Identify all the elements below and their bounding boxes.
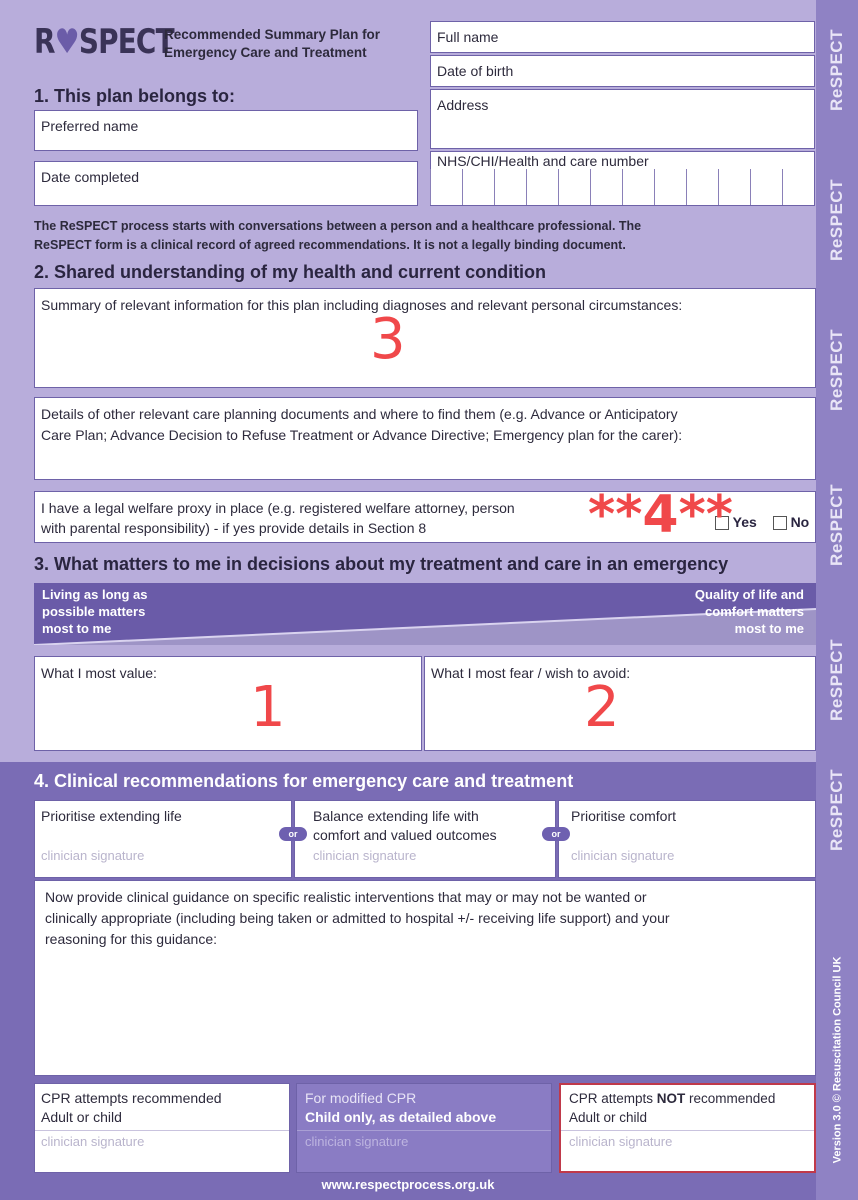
most-fear-field[interactable]: What I most fear / wish to avoid: bbox=[424, 656, 816, 751]
signature-placeholder: clinician signature bbox=[41, 1134, 145, 1149]
signature-placeholder: clinician signature bbox=[41, 848, 145, 863]
proxy-yes-label: Yes bbox=[732, 514, 757, 530]
care-documents-field[interactable]: Details of other relevant care planning documents and where to find them (e.g. Advance or Anticipatory Care Plan; Advance Decision to Refuse Treatment or Advance Directive; Emergency plan for the carer): bbox=[34, 397, 816, 480]
welfare-proxy-field: I have a legal welfare proxy in place (e.g. registered welfare attorney, person with parental responsibility) - if yes provide details in Section 8 Yes No bbox=[34, 491, 816, 543]
side-brand-6: ReSPECT bbox=[827, 769, 847, 851]
intro-text: The ReSPECT process starts with conversations between a person and a healthcare professional. The ReSPECT form is a clinical record of agreed recommendations. It is not a legally binding document. bbox=[34, 219, 642, 252]
summary-field[interactable]: Summary of relevant information for this plan including diagnoses and relevant personal circumstances: bbox=[34, 288, 816, 388]
section1-title: 1. This plan belongs to: bbox=[34, 86, 236, 106]
side-brand-5: ReSPECT bbox=[827, 639, 847, 721]
form-subtitle: Recommended Summary Plan for Emergency Care and Treatment bbox=[164, 27, 381, 60]
modified-cpr-box[interactable]: For modified CPR Child only, as detailed above clinician signature bbox=[296, 1083, 552, 1173]
cpr-not-recommended-box[interactable]: CPR attempts NOT recommended Adult or child clinician signature bbox=[559, 1083, 816, 1173]
annotation-marker-2: 2 bbox=[584, 675, 620, 740]
nhs-number-field[interactable]: NHS/CHI/Health and care number bbox=[430, 151, 815, 206]
or-divider: or bbox=[279, 827, 307, 841]
signature-placeholder: clinician signature bbox=[569, 1134, 673, 1149]
annotation-marker-3: 3 bbox=[370, 307, 406, 372]
date-completed-field[interactable]: Date completed bbox=[34, 161, 418, 206]
section2-title: 2. Shared understanding of my health and current condition bbox=[34, 262, 547, 282]
side-brand-3: ReSPECT bbox=[827, 329, 847, 411]
side-brand-2: ReSPECT bbox=[827, 179, 847, 261]
side-brand-4: ReSPECT bbox=[827, 484, 847, 566]
full-name-field[interactable]: Full name bbox=[430, 21, 815, 53]
version-note: Version 3.0 © Resuscitation Council UK bbox=[831, 956, 844, 1164]
nhs-number-cells bbox=[430, 169, 814, 205]
option-comfort[interactable]: Prioritise comfort clinician signature bbox=[558, 800, 816, 878]
priority-scale-banner bbox=[34, 583, 816, 645]
signature-placeholder: clinician signature bbox=[313, 848, 417, 863]
preferred-name-field[interactable]: Preferred name bbox=[34, 110, 418, 151]
section3-title: 3. What matters to me in decisions about my treatment and care in an emergency bbox=[34, 554, 729, 574]
cpr-recommended-box[interactable]: CPR attempts recommended Adult or child clinician signature bbox=[34, 1083, 290, 1173]
heart-icon: ♥ bbox=[54, 22, 79, 62]
quality-of-life-label: Quality of life and comfort matters most to me bbox=[694, 587, 804, 636]
signature-placeholder: clinician signature bbox=[305, 1134, 409, 1149]
proxy-no-checkbox[interactable] bbox=[773, 516, 787, 530]
option-extend-life[interactable]: Prioritise extending life clinician signature bbox=[34, 800, 292, 878]
living-longer-label: Living as long as possible matters most to me bbox=[42, 587, 148, 636]
clinical-guidance-field[interactable]: Now provide clinical guidance on specific realistic interventions that may or may not be wanted or clinically appropriate (including being taken or admitted to hospital +/- receiving life support) and your reasoning for this guidance: bbox=[34, 880, 816, 1076]
address-field[interactable]: Address bbox=[430, 89, 815, 149]
annotation-marker-1: 1 bbox=[250, 675, 286, 740]
section4-title: 4. Clinical recommendations for emergency care and treatment bbox=[34, 771, 574, 791]
or-divider: or bbox=[542, 827, 570, 841]
date-of-birth-field[interactable]: Date of birth bbox=[430, 55, 815, 87]
proxy-no-label: No bbox=[790, 514, 810, 530]
respect-logo: R♥SPECT bbox=[34, 22, 174, 62]
footer-url[interactable]: www.respectprocess.org.uk bbox=[321, 1177, 495, 1192]
side-brand-1: ReSPECT bbox=[827, 29, 847, 111]
most-value-field[interactable]: What I most value: bbox=[34, 656, 422, 751]
annotation-marker-4: **4** bbox=[588, 485, 733, 545]
option-balance[interactable]: Balance extending life with comfort and valued outcomes clinician signature bbox=[294, 800, 556, 878]
signature-placeholder: clinician signature bbox=[571, 848, 675, 863]
